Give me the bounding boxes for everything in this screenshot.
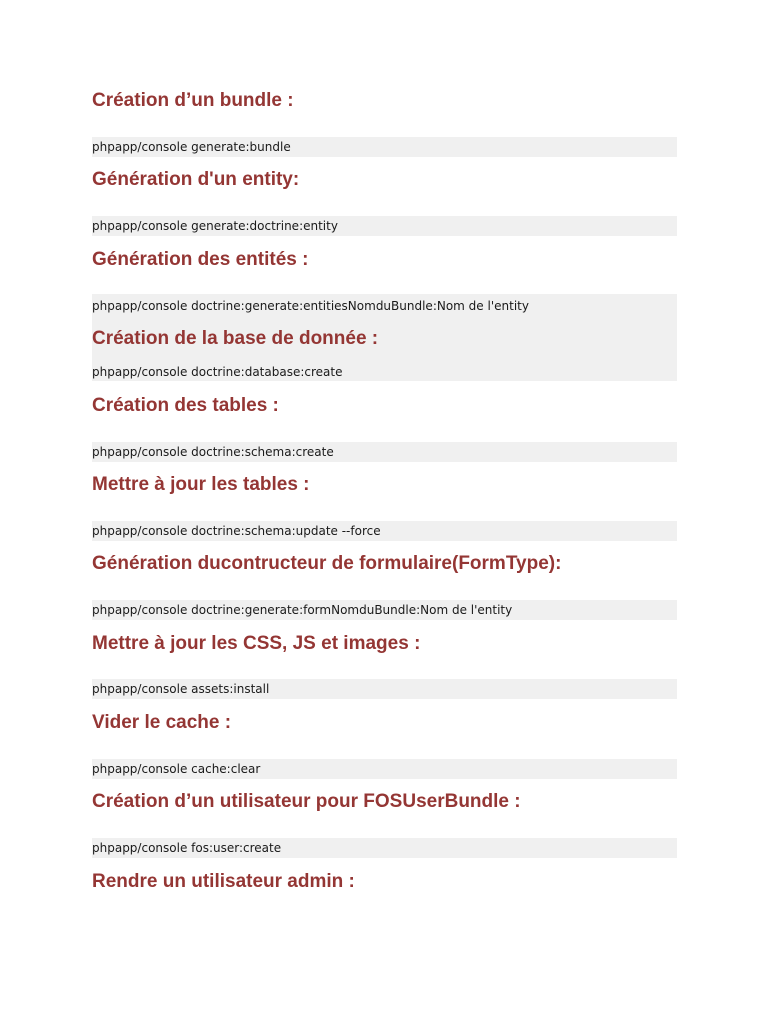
section-heading-cache: Vider le cache : bbox=[92, 712, 232, 733]
section-heading-formtype: Génération ducontructeur de formulaire(FormType): bbox=[92, 553, 562, 574]
code-line-entities: phpapp/console doctrine:generate:entitiesNomduBundle:Nom de l'entity bbox=[92, 299, 529, 313]
code-line-fosuser: phpapp/console fos:user:create bbox=[92, 838, 677, 858]
code-line-cache: phpapp/console cache:clear bbox=[92, 759, 677, 779]
section-heading-assets: Mettre à jour les CSS, JS et images : bbox=[92, 633, 421, 654]
code-line-assets: phpapp/console assets:install bbox=[92, 679, 677, 699]
section-heading-fosuser: Création d’un utilisateur pour FOSUserBundle : bbox=[92, 791, 521, 812]
section-heading-entity: Génération d'un entity: bbox=[92, 169, 300, 190]
section-heading-entities: Génération des entités : bbox=[92, 249, 309, 270]
code-line-bundle: phpapp/console generate:bundle bbox=[92, 137, 677, 157]
section-heading-database: Création de la base de donnée : bbox=[92, 328, 379, 349]
section-heading-update-tables: Mettre à jour les tables : bbox=[92, 474, 310, 495]
section-heading-bundle: Création d’un bundle : bbox=[92, 90, 294, 111]
code-line-update-tables: phpapp/console doctrine:schema:update --force bbox=[92, 521, 677, 541]
code-line-formtype: phpapp/console doctrine:generate:formNomduBundle:Nom de l'entity bbox=[92, 600, 677, 620]
code-line-tables: phpapp/console doctrine:schema:create bbox=[92, 442, 677, 462]
section-heading-admin: Rendre un utilisateur admin : bbox=[92, 871, 355, 892]
section-heading-tables: Création des tables : bbox=[92, 395, 279, 416]
code-line-entity: phpapp/console generate:doctrine:entity bbox=[92, 216, 677, 236]
code-line-database: phpapp/console doctrine:database:create bbox=[92, 365, 343, 379]
